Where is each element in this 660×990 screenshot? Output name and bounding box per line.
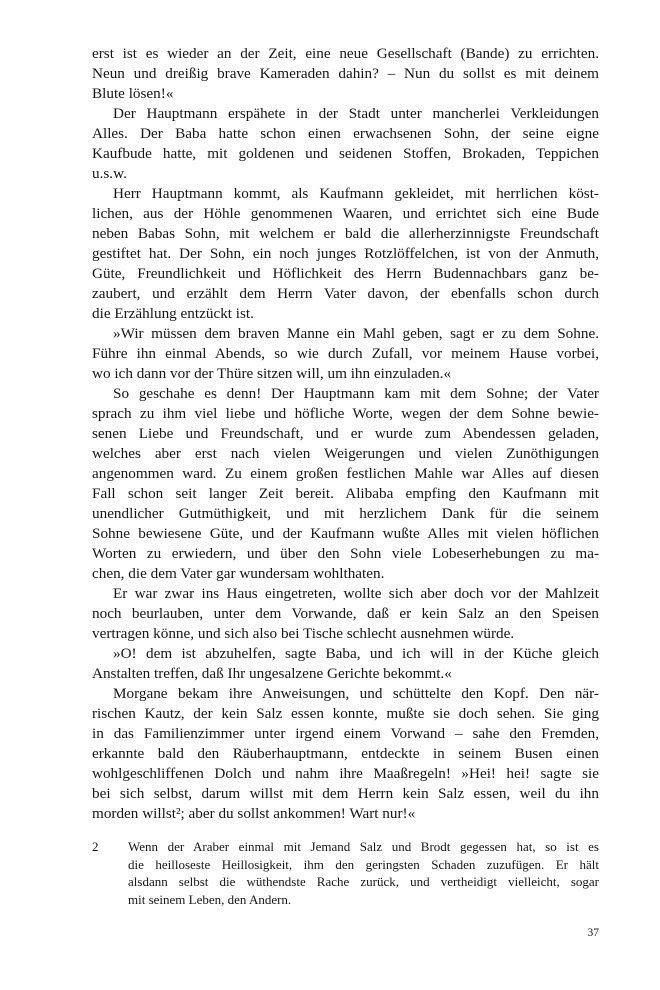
text-line: Alles. Der Baba hatte schon einen erwachsenen Sohn, der seine eigne [92, 125, 599, 142]
text-line: die heilloseste Heillosigkeit, ihm den geringsten Schaden zuzufügen. Er hält [128, 856, 599, 872]
text-line: bei sich selbst, darum willst mit dem Herrn kein Salz essen, weil du ihn [92, 785, 599, 802]
text-line: lichen, aus der Höhle genommenen Waaren, und errichtet sich eine Bude [92, 205, 599, 222]
text-line: Kaufbude hatte, mit goldenen und seidenen Stoffen, Brokaden, Teppichen [92, 145, 599, 162]
paragraph [92, 324, 599, 384]
paragraph [92, 584, 599, 644]
text-line: morden willst²; aber du sollst ankommen! Wart nur!« [92, 805, 416, 822]
page-number: 37 [587, 927, 599, 939]
text-line: vertragen könne, und sich also bei Tische schlecht ausnehmen würde. [92, 625, 515, 642]
text-line: Güte, Freundlichkeit und Höflichkeit des Herrn Budennachbars ganz be- [92, 265, 599, 282]
text-line: »O! dem ist abzuhelfen, sagte Baba, und ich will in der Küche gleich [113, 645, 599, 662]
footnote [92, 838, 599, 908]
paragraph [92, 384, 599, 584]
text-line: wohlgeschliffenen Dolch und nahm ihre Maaßregeln! »Hei! hei! sagte sie [92, 765, 599, 782]
paragraph [92, 644, 599, 684]
text-line: Führe ihn einmal Abends, so wie durch Zufall, vor meinem Hause vorbei, [92, 345, 599, 362]
paragraph [92, 44, 599, 104]
text-line: sprach zu ihm viel liebe und höfliche Worte, wegen der dem Sohne bewie- [92, 405, 599, 422]
text-line: alsdann selbst die wüthendste Rache zurück, und vertheidigt vielleicht, sogar [128, 874, 599, 889]
text-line: Worten zu erwiedern, und über den Sohn viele Lobeserhebungen zu ma- [92, 545, 599, 562]
footnote-marker: 2 [92, 839, 99, 854]
text-line: Sohne bewiesene Güte, und der Kaufmann wußte Alles mit vielen höflichen [92, 525, 599, 542]
text-line: Anstalten treffen, daß Ihr ungesalzene Gerichte bekommt.« [92, 665, 452, 682]
text-line: unendlicher Gutmüthigkeit, und mit herzlichem Dank für die seinem [92, 505, 599, 522]
text-line: die Erzählung entzückt ist. [92, 305, 254, 322]
text-line: Der Hauptmann erspähete in der Stadt unter mancherlei Verkleidungen [113, 105, 599, 122]
text-line: u.s.w. [92, 165, 127, 182]
text-line: Herr Hauptmann kommt, als Kaufmann gekleidet, mit herrlichen köst- [113, 185, 599, 202]
text-line: »Wir müssen dem braven Manne ein Mahl geben, sagt er zu dem Sohne. [113, 325, 599, 342]
text-line: mit seinem Leben, den Andern. [128, 891, 292, 907]
text-line: erst ist es wieder an der Zeit, eine neue Gesellschaft (Bande) zu errichten. [92, 45, 599, 62]
text-line: So geschahe es denn! Der Hauptmann kam mit dem Sohne; der Vater [113, 385, 599, 402]
text-line: noch beurlauben, unter dem Vorwande, daß er kein Salz an den Speisen [92, 605, 599, 622]
text-line: neben Babas Sohn, mit welchem er bald die allerherzinnigste Freundschaft [92, 225, 599, 242]
text-line: senen Liebe und Freundschaft, und er wurde zum Abendessen geladen, [92, 425, 599, 442]
body-text [92, 44, 599, 824]
text-line: angenommen ward. Zu einem großen festlichen Mahle war Alles auf diesen [92, 465, 599, 482]
text-line: Fall schon seit langer Zeit bereit. Alibaba empfing den Kaufmann mit [92, 485, 599, 502]
text-line: chen, die dem Vater gar wundersam wohlthaten. [92, 565, 385, 582]
text-line: Blute lösen!« [92, 85, 174, 102]
text-line: Neun und dreißig brave Kameraden dahin? – Nun du sollst es mit deinem [92, 65, 599, 82]
text-line: rischen Kautz, der kein Salz essen konnte, mußte sie doch sehen. Sie ging [92, 705, 599, 722]
footnote-text [128, 838, 599, 908]
text-line: Morgane bekam ihre Anweisungen, und schüttelte den Kopf. Den när- [113, 685, 599, 702]
paragraph [92, 104, 599, 184]
text-line: welches aber erst nach vielen Weigerungen und vielen Zunöthigungen [92, 445, 599, 462]
text-line: zaubert, und erzählt dem Herrn Vater davon, der ebenfalls schon durch [92, 285, 599, 302]
text-line: Er war zwar ins Haus eingetreten, wollte sich aber doch vor der Mahlzeit [113, 585, 599, 602]
text-line: gestiftet hat. Der Sohn, ein noch junges Rotzlöffelchen, ist von der Anmuth, [92, 245, 599, 262]
text-line: in das Familienzimmer unter irgend einem Vorwand – sahe den Fremden, [92, 725, 599, 742]
text-line: Wenn der Araber einmal mit Jemand Salz und Brodt gegessen hat, so ist es [128, 839, 599, 854]
text-line: erkannte bald den Räuberhauptmann, entdeckte in seinem Busen einen [92, 745, 599, 762]
paragraph [92, 184, 599, 324]
text-line: wo ich dann vor der Thüre sitzen will, um ihn einzuladen.« [92, 365, 452, 382]
paragraph [92, 684, 599, 824]
